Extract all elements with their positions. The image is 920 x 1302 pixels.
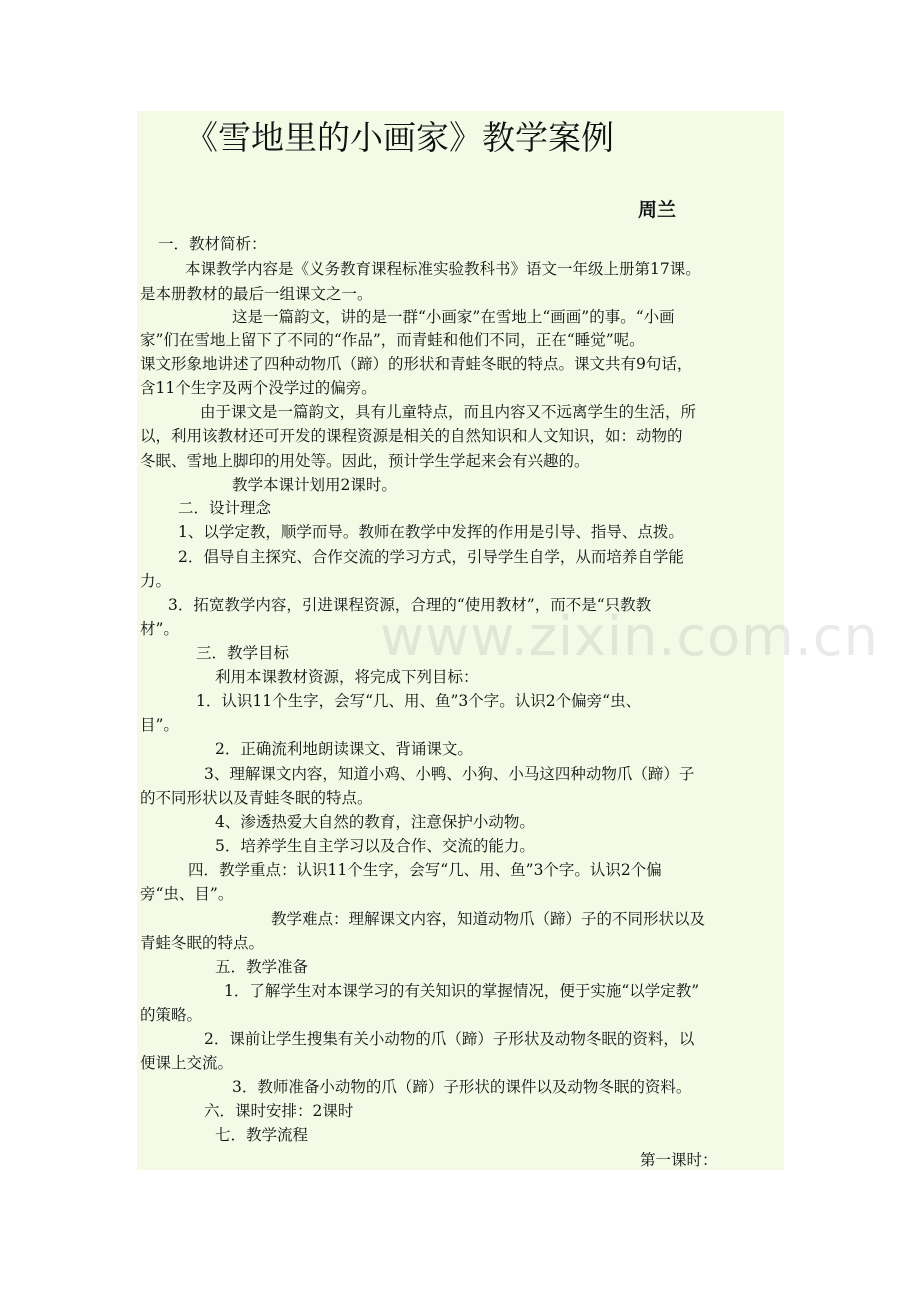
text-line: 旁“虫、目”。	[140, 885, 234, 903]
section-heading: 五．教学准备	[215, 958, 309, 976]
document-title: 《雪地里的小画家》教学案例	[185, 118, 614, 157]
section-heading: 三．教学目标	[196, 644, 290, 662]
text-line: 1、以学定教，顺学而导。教师在教学中发挥的作用是引导、指导、点拨。	[178, 523, 684, 541]
text-line: 2．倡导自主探究、合作交流的学习方式，引导学生自学，从而培养自学能	[178, 548, 684, 566]
text-line: 3．拓宽教学内容，引进课程资源，合理的“使用教材”，而不是“只教教	[168, 596, 652, 614]
subsection-heading: 第一课时：	[640, 1151, 718, 1169]
text-line: 利用本课教材资源，将完成下列目标：	[215, 668, 479, 686]
text-line: 3．教师准备小动物的爪（蹄）子形状的课件以及动物冬眠的资料。	[232, 1078, 692, 1096]
text-line: 材”。	[140, 620, 179, 638]
text-line: 家”们在雪地上留下了不同的“作品”，而青蛙和他们不同，正在“睡觉”呢。	[140, 331, 645, 349]
text-line: 1．了解学生对本课学习的有关知识的掌握情况，便于实施“以学定教”	[224, 982, 700, 1000]
text-line: 目”。	[140, 716, 179, 734]
watermark: www.zixin.com.cn	[380, 605, 879, 668]
text-line: 本课教学内容是《义务教育课程标准实验教科书》语文一年级上册第17课。	[185, 260, 701, 278]
text-line: 教学难点：理解课文内容，知道动物爪（蹄）子的不同形状以及	[271, 910, 706, 928]
section-heading: 二．设计理念	[178, 499, 272, 517]
text-line: 3、理解课文内容，知道小鸡、小鸭、小狗、小马这四种动物爪（蹄）子	[204, 765, 695, 783]
text-line: 2．课前让学生搜集有关小动物的爪（蹄）子形状及动物冬眠的资料，以	[204, 1030, 695, 1048]
text-line: 课文形象地讲述了四种动物爪（蹄）的形状和青蛙冬眠的特点。课文共有9句话，	[140, 355, 693, 373]
text-line: 由于课文是一篇韵文，具有儿童特点，而且内容又不远离学生的生活，所	[200, 403, 697, 421]
section-heading: 六．课时安排：2课时	[204, 1102, 354, 1120]
text-line: 这是一篇韵文，讲的是一群“小画家”在雪地上“画画”的事。“小画	[232, 308, 675, 326]
text-line: 青蛙冬眠的特点。	[140, 934, 265, 952]
text-line: 2．正确流利地朗读课文、背诵课文。	[215, 740, 473, 758]
author-name: 周兰	[638, 199, 677, 221]
text-line: 含11个生字及两个没学过的偏旁。	[140, 379, 377, 397]
text-line: 便课上交流。	[140, 1054, 234, 1072]
text-line: 力。	[140, 572, 172, 590]
text-line: 是本册教材的最后一组课文之一。	[140, 285, 373, 303]
text-line: 的策略。	[140, 1006, 203, 1024]
text-line: 以，利用该教材还可开发的课程资源是相关的自然知识和人文知识，如：动物的	[140, 427, 683, 445]
text-line: 一．教材简析：	[158, 235, 267, 253]
text-line: 4、渗透热爱大自然的教育，注意保护小动物。	[215, 813, 535, 831]
text-line: 的不同形状以及青蛙冬眠的特点。	[140, 789, 373, 807]
section-heading: 七．教学流程	[215, 1126, 309, 1144]
text-line: 1．认识11个生字，会写“几、用、鱼”3个字。认识2个偏旁“虫、	[196, 692, 642, 710]
section-heading: 四．教学重点：认识11个生字，会写“几、用、鱼”3个字。认识2个偏	[188, 861, 662, 879]
text-line: 冬眠、雪地上脚印的用处等。因此，预计学生学起来会有兴趣的。	[140, 452, 590, 470]
text-line: 教学本课计划用2课时。	[232, 476, 397, 494]
text-line: 5．培养学生自主学习以及合作、交流的能力。	[215, 837, 535, 855]
